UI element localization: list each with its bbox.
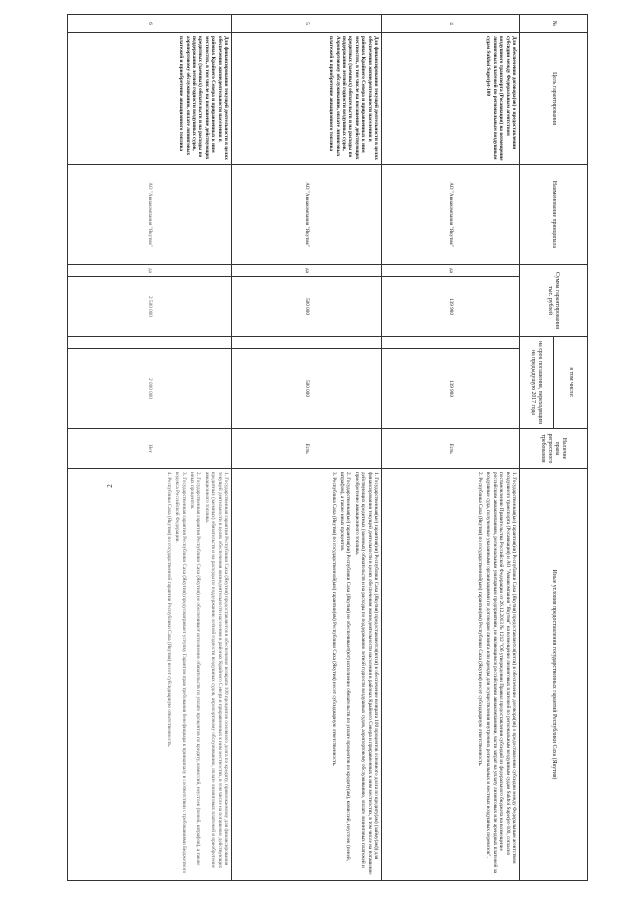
condition-item: 2. Государственная гарантия Республики Саха (Якутия) не обеспечивает исполнение обязательств по уплате процентов по кредиту, комиссий, неустоек (пеней, штрафов), а также иных процентов. [188, 472, 202, 866]
table-row [382, 15, 520, 881]
spacer-cell [68, 337, 232, 349]
guarantee-conditions [232, 469, 382, 881]
table-row [232, 15, 382, 881]
principal-name: АО "Авиакомпания "Якутия" [68, 165, 232, 265]
guarantee-conditions [68, 469, 232, 881]
row-mark: да [382, 265, 520, 277]
guarantee-purpose: Для финансирования текущей деятельности в целях обеспечения жизнедеятельности населения в районах Крайнего Севера и приравненных к ним местностях, в том числе на погашение действующих кредитных (заемных) обязательств и на расходы по поддержанию летной годности воздушных судов, Аэропортовому обслуживанию, оплате лизинговых платежей и приобретение авиационного топлива [232, 33, 382, 165]
condition-item: 4. Республика Саха (Якутия) по государственной гарантии Республики Саха (Якутия) несет субсидиарную ответственность. [165, 472, 172, 747]
sub-sum: 500 000 [232, 349, 382, 429]
spacer-cell [382, 337, 520, 349]
page-number: 2 [105, 484, 114, 488]
condition-item: 1. Государственная(ые) гарантия(ии) Республики Саха (Якутия) предоставляется(ются) в обеспечение возврата 100 процентов основного долга по кредиту(ам) (займу(ам)) для финансирования текущей деятельности в целях обеспечения жизнедеятельности населения в районах Крайнего Севера и приравненных к ним местностях, в том числе на погашение действующих кредитных (заемных) обязательств и на расходы по поддержанию летной годности воздушных судов, аэропортовому обслуживанию, оплате лизинговых платежей и приобретение авиационного топлива. [353, 472, 379, 875]
sub-sum: 2 000 000 [68, 349, 232, 429]
rotated-table-container [68, 14, 588, 880]
condition-item: 2. Государственная(ые) гарантия(ии) Республики Саха (Якутия) не обеспечивает(ют) исполнение обязательств по уплате процентов по кредиту(ам), комиссий, неустоек (пеней, штрафов), а также иных процентов. [338, 472, 352, 861]
header-purpose: Цель гарантирования [520, 33, 588, 165]
principal-name: АО "Авиакомпания "Якутия" [382, 165, 520, 265]
sub-sum: 139 980 [382, 349, 520, 429]
regress-right: Нет [68, 429, 232, 469]
header-sum: Сумма гарантирования тыс. рублей [520, 265, 588, 337]
guarantee-sum: 139 980 [382, 277, 520, 337]
regress-right: Есть [232, 429, 382, 469]
condition-item: 3. Республика Саха (Якутия) по государственной(ым) гарантии(ям) Республики Саха (Якутия) несет субсидиарную ответственность. [330, 472, 337, 767]
spacer-cell [232, 337, 382, 349]
header-regress: Наличие права регрессного требования [520, 429, 588, 469]
guarantees-table [67, 14, 588, 881]
guarantee-purpose: Для финансирования текущей деятельности в целях обеспечения жизнедеятельности населения в районах Крайнего Севера и приравненных к ним местностях, в том числе на погашение действующих кредитных (заемных) обязательств и на расходы по поддержанию летной годности воздушных судов, аэропортовому обслуживанию, оплате лизинговых платежей и приобретение авиационного топлива [68, 33, 232, 165]
condition-item: 2. Республика Саха (Якутия) по государственной(ым) гарантии(ям) Республики Саха (Якутия) несет субсидиарную ответственность. [476, 472, 483, 767]
condition-item: 1. Государственная гарантия Республики Саха (Якутия) предоставляется в обеспечение возврата 100 процентов основного долга по кредиту, привлекаемому для финансирования текущей деятельности в целях обеспечения жизнедеятельности населения в районах Крайнего Севера и приравненных к ним местностях, в том числе на погашение действующих кредитных (заемных) обязательств и на расходы по поддержанию летной годности воздушных судов, аэропортовому обслуживанию, оплате лизинговых платежей и приобретение авиационного топлива. [203, 472, 229, 869]
header-num: № [520, 15, 588, 33]
guarantee-conditions [382, 469, 520, 881]
table-row [68, 15, 232, 881]
header-conditions: Иные условия предоставления государственных гарантий Республики Саха (Якутия) [520, 469, 588, 881]
regress-right: Есть [382, 429, 520, 469]
header-row-1 [554, 15, 588, 881]
row-mark: да [232, 265, 382, 277]
header-principal: Наименование принципала [520, 165, 588, 265]
row-mark: да [68, 265, 232, 277]
row-number: 6 [68, 15, 232, 33]
condition-item: 3. Государственная гарантия Республики Саха (Якутия) предусматривает уступку Гарантом прав требования бенефициара к принципалу в соответствии с требованиями Бюджетного кодекса Российской Федерации. [174, 472, 187, 874]
row-number: 4 [382, 15, 520, 33]
guarantee-sum: 500 000 [232, 277, 382, 337]
header-sub-sum: на срок погашения, переходящим на предыдущую 2017 года [520, 337, 554, 429]
header-including: в том числе: [554, 337, 588, 429]
row-number: 5 [232, 15, 382, 33]
guarantee-sum: 2 500 000 [68, 277, 232, 337]
condition-item: 1. Государственная(ые) гарантия(ии) Республики Саха (Якутия) предоставляется(ются) в обеспечение договора(ов) о предоставлении субсидии между Федеральным агентством воздушного транспорта (Росавиация) и АО "Авиакомпания "Якутия" на возмещение лизинговых платежей по региональным воздушным судам Sukhoi Superjet-100, согласно постановлению Правительства Российской Федерации от 26.12.2013 № 1212 "Об утверждении Правил предоставления субсидий из федерального бюджета на возмещение российским авиакомпаниям, региональным унитарным предприятиям, не являющимся российскими авиакомпаниями, части затрат на уплату лизинговых или арендных платежей за воздушные суда, полученные указанными организациями по договорам лизинга или аренды для осуществления внутренних региональных и местных воздушных перевозок". [485, 472, 517, 873]
guarantee-purpose: Для обеспечения договора(ов) о предоставлении субсидии между Федеральным агентством воздушного транспорта (Росавиация) на возмещение лизинговых платежей по региональным воздушным судам Sukhoi Superjet-100 [382, 33, 520, 165]
principal-name: АО "Авиакомпания "Якутия" [232, 165, 382, 265]
